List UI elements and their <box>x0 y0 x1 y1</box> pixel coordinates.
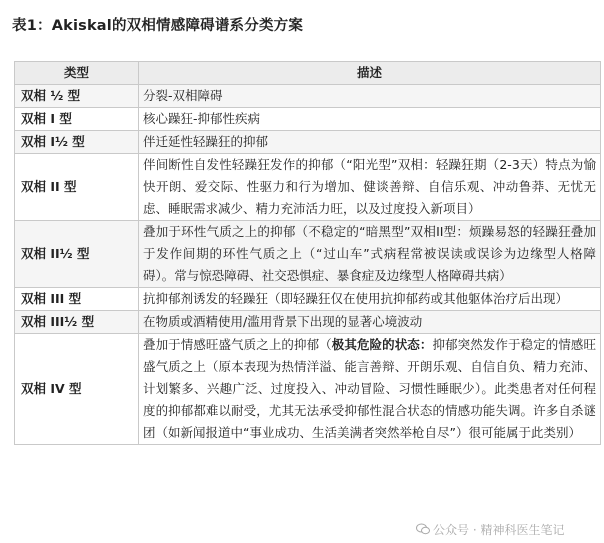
table-title: 表1：Akiskal的双相情感障碍谱系分类方案 <box>12 18 304 34</box>
type-cell: 双相 I½ 型 <box>15 131 139 154</box>
table-row <box>15 131 601 154</box>
table-header-row <box>15 62 601 85</box>
type-cell: 双相 I 型 <box>15 108 139 131</box>
table-row <box>15 311 601 334</box>
description-cell: 分裂-双相障碍 <box>139 85 601 108</box>
description-cell: 伴间断性自发性轻躁狂发作的抑郁（“阳光型”双相：轻躁狂期（2-3天）特点为愉快开朗、爱交际、性驱力和行为增加、健谈善辩、自信乐观、冲动鲁莽、无忧无虑、睡眠需求减少、精力充沛活力旺，以及过度投入新项目） <box>139 154 601 221</box>
watermark <box>416 521 564 538</box>
type-cell: 双相 ½ 型 <box>15 85 139 108</box>
description-cell: 核心躁狂-抑郁性疾病 <box>139 108 601 131</box>
type-cell: 双相 II½ 型 <box>15 221 139 288</box>
type-cell: 双相 II 型 <box>15 154 139 221</box>
watermark-text: 公众号 · 精神科医生笔记 <box>433 523 565 537</box>
description-cell: 叠加于环性气质之上的抑郁（不稳定的“暗黑型”双相II型：烦躁易怒的轻躁狂叠加于发作间期的环性气质之上（“过山车”式病程常被误读或误诊为边缘型人格障碍）。常与惊恐障碍、社交恐惧症、暴食症及边缘型人格障碍共病） <box>139 221 601 288</box>
header-type: 类型 <box>15 62 139 85</box>
table-row <box>15 108 601 131</box>
description-text-post: 抑郁突然发作于稳定的情感旺盛气质之上（原本表现为热情洋溢、能言善辩、开朗乐观、自信自负、精力充沛、计划繁多、兴趣广泛、过度投入、冲动冒险、习惯性睡眠少）。此类患者对任何程度的抑郁都难以耐受，尤其无法承受抑郁性混合状态的情感功能失调。许多自杀谜团（如新闻报道中“事业成功、生活美满者突然举枪自尽”）很可能属于此类别） <box>143 337 596 440</box>
type-cell: 双相 III½ 型 <box>15 311 139 334</box>
description-text-pre: 叠加于情感旺盛气质之上的抑郁（ <box>143 337 332 352</box>
danger-emphasis: 极其危险的状态： <box>331 337 433 352</box>
description-cell: 抗抑郁剂诱发的轻躁狂（即轻躁狂仅在使用抗抑郁药或其他躯体治疗后出现） <box>139 288 601 311</box>
classification-table <box>14 61 601 445</box>
header-description: 描述 <box>139 62 601 85</box>
table-row <box>15 334 601 445</box>
table-row <box>15 221 601 288</box>
type-cell: 双相 IV 型 <box>15 334 139 445</box>
table-row <box>15 85 601 108</box>
table-row <box>15 154 601 221</box>
wechat-icon <box>416 523 430 535</box>
description-cell: 在物质或酒精使用/滥用背景下出现的显著心境波动 <box>139 311 601 334</box>
description-cell <box>139 334 601 445</box>
type-cell: 双相 III 型 <box>15 288 139 311</box>
table-row <box>15 288 601 311</box>
description-cell: 伴迁延性轻躁狂的抑郁 <box>139 131 601 154</box>
